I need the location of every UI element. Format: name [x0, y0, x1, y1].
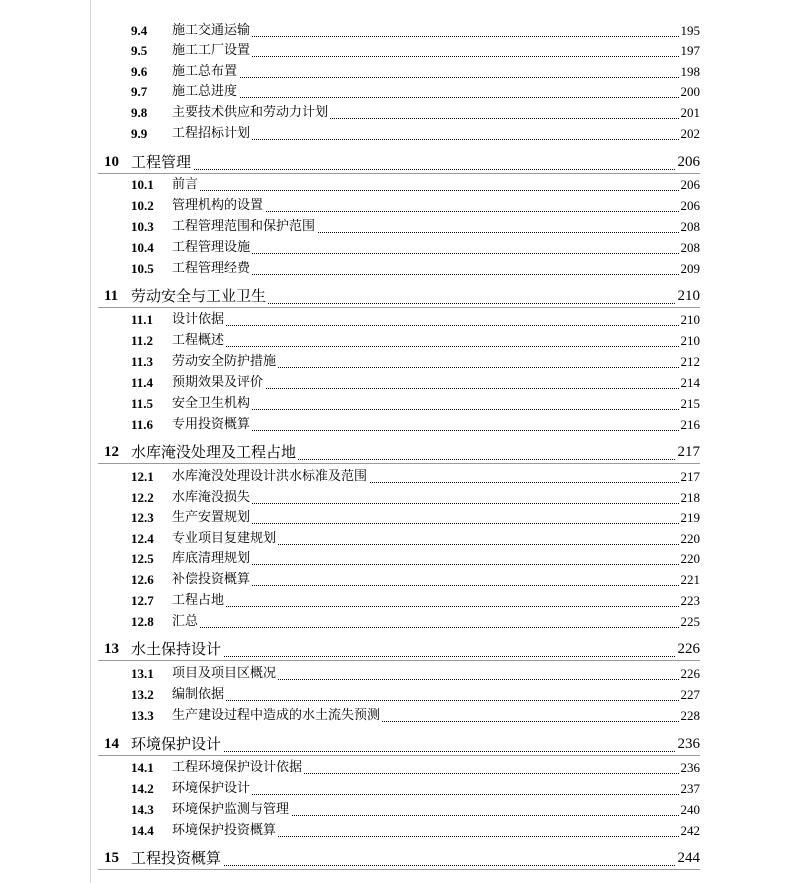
entry-number: 14.2 [131, 781, 154, 796]
entry-title-text: 施工总布置 [172, 64, 238, 79]
entry-title [172, 333, 226, 348]
entry-number: 12.6 [131, 572, 154, 587]
page-number [679, 687, 701, 702]
section-entry[interactable] [0, 260, 794, 278]
page-number [679, 490, 701, 505]
chapter-entry[interactable] [0, 734, 794, 756]
section-entry[interactable] [0, 125, 794, 143]
page-number-text: 210 [680, 312, 700, 327]
entry-title [131, 850, 223, 867]
chapter-underline [98, 660, 700, 661]
dot-leader [172, 700, 697, 701]
page-number-text: 244 [677, 850, 700, 866]
entry-number: 13.2 [131, 687, 154, 702]
entry-title-text: 施工总进度 [172, 84, 238, 99]
entry-number: 9.6 [131, 64, 148, 79]
section-entry[interactable] [0, 22, 794, 40]
chapter-entry[interactable] [0, 286, 794, 308]
page-number-text: 220 [680, 551, 700, 566]
entry-number: 9.9 [131, 126, 148, 141]
page-number-text: 240 [680, 802, 700, 817]
entry-title-text: 工程环境保护设计依据 [172, 760, 303, 775]
chapter-underline [98, 463, 700, 464]
section-entry[interactable] [0, 571, 794, 589]
section-entry[interactable] [0, 550, 794, 568]
page-number [679, 802, 701, 817]
entry-title-text: 工程投资概算 [131, 849, 222, 867]
page-number-text: 226 [680, 666, 700, 681]
page-number [679, 510, 701, 525]
entry-title [172, 614, 200, 629]
entry-title [172, 126, 252, 141]
entry-title-text: 劳动安全与工业卫生 [131, 287, 267, 305]
entry-title [131, 444, 298, 461]
entry-title-text: 主要技术供应和劳动力计划 [172, 105, 329, 120]
entry-title [172, 551, 252, 566]
entry-title-text: 施工工厂设置 [172, 43, 251, 58]
entry-title [172, 219, 317, 234]
section-entry[interactable] [0, 468, 794, 486]
section-entry[interactable] [0, 801, 794, 819]
entry-title [172, 417, 252, 432]
page-number [679, 823, 701, 838]
entry-number: 14.4 [131, 823, 154, 838]
page-number-text: 195 [680, 23, 700, 38]
entry-title [172, 43, 252, 58]
entry-title [172, 375, 265, 390]
page-number [676, 444, 701, 461]
page-number [679, 593, 701, 608]
entry-title [131, 154, 193, 171]
entry-title [172, 177, 200, 192]
entry-number: 10.1 [131, 177, 154, 192]
entry-number: 13.3 [131, 708, 154, 723]
page-number-text: 237 [680, 781, 700, 796]
entry-title-text: 工程管理范围和保护范围 [172, 219, 316, 234]
page-number [679, 666, 701, 681]
entry-number: 11 [104, 288, 119, 304]
page-number-text: 236 [677, 736, 700, 752]
entry-title-text: 环境保护设计 [131, 735, 222, 753]
page-number-text: 197 [680, 43, 700, 58]
entry-title-text: 水土保持设计 [131, 640, 222, 658]
page-number [679, 417, 701, 432]
page-number-text: 208 [680, 240, 700, 255]
entry-title-text: 库底清理规划 [172, 551, 251, 566]
entry-number: 11.1 [131, 312, 154, 327]
entry-title-text: 工程管理 [131, 153, 192, 171]
entry-title [131, 641, 223, 658]
section-entry[interactable] [0, 42, 794, 60]
page-number-text: 206 [677, 154, 700, 170]
page-number-text: 217 [677, 444, 700, 460]
entry-title-text: 劳动安全防护措施 [172, 354, 277, 369]
entry-number: 10.2 [131, 198, 154, 213]
page-number-text: 225 [680, 614, 700, 629]
page-number-text: 219 [680, 510, 700, 525]
section-entry[interactable] [0, 395, 794, 413]
entry-number: 9.4 [131, 23, 148, 38]
section-entry[interactable] [0, 218, 794, 236]
page-number-text: 223 [680, 593, 700, 608]
entry-title-text: 编制依据 [172, 687, 225, 702]
page-number-text: 200 [680, 84, 700, 99]
entry-number: 11.6 [131, 417, 154, 432]
dot-leader [172, 77, 697, 78]
dot-leader [172, 346, 697, 347]
entry-title-text: 设计依据 [172, 312, 225, 327]
page-number [679, 760, 701, 775]
page-number [679, 105, 701, 120]
page-number [679, 43, 701, 58]
entry-title [172, 64, 239, 79]
entry-title-text: 工程占地 [172, 593, 225, 608]
entry-title [172, 510, 252, 525]
entry-title-text: 管理机构的设置 [172, 198, 264, 213]
page-number [676, 736, 701, 753]
chapter-underline [98, 173, 700, 174]
page-number-text: 227 [680, 687, 700, 702]
entry-number: 9.8 [131, 105, 148, 120]
section-entry[interactable] [0, 104, 794, 122]
page-number-text: 214 [680, 375, 700, 390]
section-entry[interactable] [0, 83, 794, 101]
chapter-entry[interactable] [0, 848, 794, 870]
entry-number: 10.4 [131, 240, 154, 255]
entry-number: 13 [104, 641, 119, 657]
entry-title-text: 水库淹没处理及工程占地 [131, 443, 297, 461]
entry-title [172, 105, 330, 120]
section-entry[interactable] [0, 822, 794, 840]
section-entry[interactable] [0, 613, 794, 631]
entry-number: 12 [104, 444, 119, 460]
entry-title-text: 补偿投资概算 [172, 572, 251, 587]
entry-number: 11.3 [131, 354, 154, 369]
entry-number: 11.2 [131, 333, 154, 348]
entry-number: 11.5 [131, 396, 154, 411]
page-number-text: 226 [677, 641, 700, 657]
entry-title [172, 802, 291, 817]
section-entry[interactable] [0, 707, 794, 725]
entry-title-text: 环境保护设计 [172, 781, 251, 796]
page-number [679, 84, 701, 99]
entry-title [172, 708, 382, 723]
chapter-underline [98, 307, 700, 308]
page-number [676, 288, 701, 305]
section-entry[interactable] [0, 239, 794, 257]
page-number [679, 531, 701, 546]
section-entry[interactable] [0, 780, 794, 798]
section-entry[interactable] [0, 530, 794, 548]
section-entry[interactable] [0, 686, 794, 704]
page-number [679, 614, 701, 629]
entry-title [172, 396, 252, 411]
dot-leader [131, 169, 697, 170]
page-number [676, 641, 701, 658]
entry-title [172, 531, 278, 546]
page-number-text: 198 [680, 64, 700, 79]
chapter-entry[interactable] [0, 639, 794, 661]
section-entry[interactable] [0, 509, 794, 527]
page-number-text: 236 [680, 760, 700, 775]
dot-leader [172, 97, 697, 98]
page-number-text: 221 [680, 572, 700, 587]
entry-number: 12.3 [131, 510, 154, 525]
page-number-text: 210 [680, 333, 700, 348]
page-number-text: 202 [680, 126, 700, 141]
page-number [679, 240, 701, 255]
page-number [679, 354, 701, 369]
page-number [679, 198, 701, 213]
entry-title [172, 593, 226, 608]
section-entry[interactable] [0, 332, 794, 350]
chapter-entry[interactable] [0, 152, 794, 174]
section-entry[interactable] [0, 665, 794, 683]
page-number [679, 396, 701, 411]
section-entry[interactable] [0, 197, 794, 215]
dot-leader [172, 190, 697, 191]
entry-title-text: 汇总 [172, 614, 199, 629]
entry-number: 12.5 [131, 551, 154, 566]
entry-title [172, 469, 369, 484]
entry-title [172, 666, 278, 681]
entry-title-text: 工程概述 [172, 333, 225, 348]
section-entry[interactable] [0, 592, 794, 610]
entry-title-text: 前言 [172, 177, 199, 192]
entry-number: 15 [104, 850, 119, 866]
chapter-underline [98, 869, 700, 870]
page-number-text: 206 [680, 198, 700, 213]
entry-title-text: 生产建设过程中造成的水土流失预测 [172, 708, 381, 723]
entry-title [131, 288, 268, 305]
entry-title-text: 安全卫生机构 [172, 396, 251, 411]
entry-title [172, 198, 265, 213]
entry-title-text: 预期效果及评价 [172, 375, 264, 390]
entry-title-text: 水库淹没损失 [172, 490, 251, 505]
entry-title-text: 工程招标计划 [172, 126, 251, 141]
page-number-text: 216 [680, 417, 700, 432]
entry-number: 12.7 [131, 593, 154, 608]
entry-number: 12.4 [131, 531, 154, 546]
entry-title [172, 23, 252, 38]
page-number [679, 708, 701, 723]
page-number [679, 64, 701, 79]
page-number [676, 850, 701, 867]
entry-title [172, 490, 252, 505]
page-number [679, 469, 701, 484]
entry-title [131, 736, 223, 753]
dot-leader [172, 627, 697, 628]
page-number-text: 208 [680, 219, 700, 234]
entry-title-text: 环境保护监测与管理 [172, 802, 290, 817]
entry-title [172, 823, 278, 838]
entry-title-text: 工程管理经费 [172, 261, 251, 276]
page-number [679, 572, 701, 587]
dot-leader [172, 606, 697, 607]
entry-number: 13.1 [131, 666, 154, 681]
page-number-text: 201 [680, 105, 700, 120]
page-number-text: 220 [680, 531, 700, 546]
dot-leader [172, 325, 697, 326]
page-number [679, 219, 701, 234]
section-entry[interactable] [0, 353, 794, 371]
section-entry[interactable] [0, 63, 794, 81]
entry-title [172, 572, 252, 587]
entry-number: 9.5 [131, 43, 148, 58]
page-number-text: 217 [680, 469, 700, 484]
page-number-text: 228 [680, 708, 700, 723]
page-number [679, 23, 701, 38]
entry-title-text: 专业项目复建规划 [172, 531, 277, 546]
page-number [676, 154, 701, 171]
section-entry[interactable] [0, 311, 794, 329]
entry-number: 14 [104, 736, 119, 752]
entry-title-text: 水库淹没处理设计洪水标准及范围 [172, 469, 368, 484]
page-number-text: 206 [680, 177, 700, 192]
page-number [679, 312, 701, 327]
entry-title [172, 261, 252, 276]
entry-number: 12.1 [131, 469, 154, 484]
page-number-text: 242 [680, 823, 700, 838]
entry-number: 10.5 [131, 261, 154, 276]
page-number [679, 261, 701, 276]
page-number-text: 215 [680, 396, 700, 411]
entry-title-text: 施工交通运输 [172, 23, 251, 38]
entry-number: 9.7 [131, 84, 148, 99]
entry-title [172, 84, 239, 99]
page-number-text: 210 [677, 288, 700, 304]
section-entry[interactable] [0, 489, 794, 507]
entry-title-text: 环境保护投资概算 [172, 823, 277, 838]
entry-number: 14.1 [131, 760, 154, 775]
entry-number: 10.3 [131, 219, 154, 234]
page-number-text: 212 [680, 354, 700, 369]
entry-title [172, 312, 226, 327]
section-entry[interactable] [0, 416, 794, 434]
entry-number: 10 [104, 154, 119, 170]
entry-title-text: 专用投资概算 [172, 417, 251, 432]
entry-title [172, 760, 304, 775]
entry-title [172, 354, 278, 369]
page-number-text: 218 [680, 490, 700, 505]
entry-title-text: 项目及项目区概况 [172, 666, 277, 681]
entry-title [172, 240, 252, 255]
entry-title [172, 781, 252, 796]
page-number [679, 551, 701, 566]
chapter-entry[interactable] [0, 442, 794, 464]
entry-title [172, 687, 226, 702]
entry-title-text: 工程管理设施 [172, 240, 251, 255]
entry-title-text: 生产安置规划 [172, 510, 251, 525]
page-number-text: 209 [680, 261, 700, 276]
entry-number: 11.4 [131, 375, 154, 390]
section-entry[interactable] [0, 176, 794, 194]
page-number [679, 126, 701, 141]
page-number [679, 177, 701, 192]
chapter-underline [98, 755, 700, 756]
entry-number: 14.3 [131, 802, 154, 817]
section-entry[interactable] [0, 374, 794, 392]
section-entry[interactable] [0, 759, 794, 777]
entry-number: 12.8 [131, 614, 154, 629]
page-number [679, 375, 701, 390]
page-number [679, 781, 701, 796]
entry-number: 12.2 [131, 490, 154, 505]
page-number [679, 333, 701, 348]
